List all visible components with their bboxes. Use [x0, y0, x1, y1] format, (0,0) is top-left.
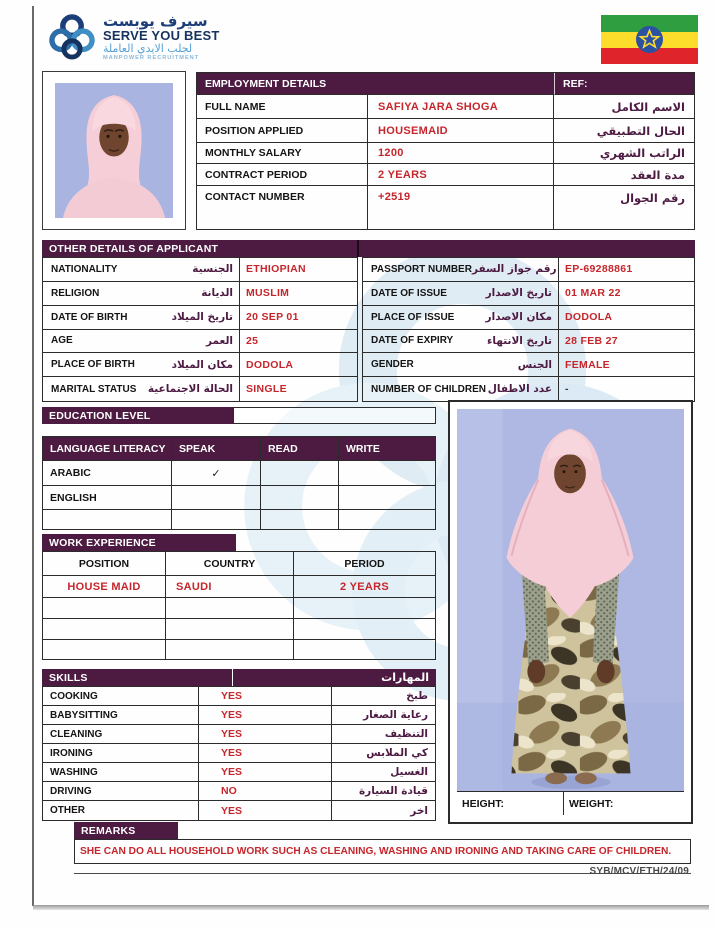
cooking-label: COOKING [43, 687, 199, 706]
date-of-issue-label: DATE OF ISSUE [371, 287, 447, 299]
passport-number-value: EP-69288861 [559, 258, 694, 282]
empty-read-cell [261, 510, 339, 529]
remarks-title: REMARKS [74, 822, 178, 839]
marital-status-value: SINGLE [246, 383, 287, 396]
height-weight-row [457, 791, 684, 815]
date-of-expiry-label-arabic: تاريخ الانتهاء [487, 334, 552, 347]
age-label-arabic: العمر [205, 334, 233, 347]
position-applied-value: HOUSEMAID [368, 119, 554, 143]
empty-language-label [43, 510, 172, 529]
agency-tagline-arabic: لجلب الايدي العاملة [103, 42, 193, 56]
write-column-header: WRITE [339, 437, 435, 461]
age-value: 25 [240, 330, 357, 354]
other-details-right-table [362, 257, 695, 402]
work-period-value: 2 YEARS [294, 576, 435, 598]
cleaning-value: YES [199, 725, 332, 744]
contact-number-label-arabic: رقم الجوال [620, 191, 685, 205]
driving-label-arabic: قيادة السيارة [332, 782, 435, 801]
work-empty-cell [43, 619, 166, 640]
document-reference-code: SYB/MCV/ETH/24/09 [589, 866, 689, 877]
other-skill-value: YES [199, 801, 332, 820]
religion-label-arabic: الديانة [201, 287, 233, 300]
passport-number-label-arabic: رقم جواز السفر [471, 263, 557, 276]
cooking-label-arabic: طبخ [332, 687, 435, 706]
language-literacy-table [42, 436, 436, 530]
religion-label: RELIGION [51, 287, 100, 299]
work-empty-cell [43, 640, 166, 659]
date-of-birth-value: 20 SEP 01 [240, 306, 357, 330]
place-of-birth-label-arabic: مكان الميلاد [171, 358, 233, 371]
skills-table [42, 686, 436, 821]
arabic-write-cell [339, 461, 435, 486]
full-name-value: SAFIYA JARA SHOGA [368, 95, 554, 119]
work-empty-cell [294, 640, 435, 659]
babysitting-label: BABYSITTING [43, 706, 199, 725]
ironing-label-arabic: كي الملابس [332, 744, 435, 763]
nationality-value: ETHIOPIAN [240, 258, 357, 282]
read-column-header: READ [261, 437, 339, 461]
monthly-salary-label-arabic: الراتب الشهري [554, 143, 694, 164]
washing-label-arabic: الغسيل [332, 763, 435, 782]
english-read-cell [261, 486, 339, 510]
driving-value: NO [199, 782, 332, 801]
nationality-label: NATIONALITY [51, 263, 118, 275]
skills-title-arabic: المهارات [233, 669, 436, 686]
number-of-children-label: NUMBER OF CHILDREN [371, 383, 486, 395]
arabic-speak-checkmark: ✓ [172, 461, 261, 486]
ironing-label: IRONING [43, 744, 199, 763]
arabic-language-label: ARABIC [43, 461, 172, 486]
place-of-issue-label-arabic: مكان الاصدار [485, 311, 552, 324]
date-of-expiry-label: DATE OF EXPIRY [371, 335, 454, 347]
marital-status-label: MARITAL STATUS [51, 383, 137, 395]
monthly-salary-label: MONTHLY SALARY [197, 143, 368, 164]
cooking-value: YES [199, 687, 332, 706]
education-level-value [233, 407, 436, 424]
marital-status-label-arabic: الحالة الاجتماعية [147, 383, 233, 396]
work-empty-cell [166, 619, 294, 640]
driving-label: DRIVING [43, 782, 199, 801]
date-of-expiry-value: 28 FEB 27 [559, 330, 694, 354]
work-experience-title: WORK EXPERIENCE [42, 534, 236, 551]
nationality-label-arabic: الجنسية [192, 263, 233, 276]
agency-knot-icon [46, 11, 98, 63]
education-level-title: EDUCATION LEVEL [42, 407, 233, 424]
passport-number-label: PASSPORT NUMBER [371, 263, 472, 275]
position-column-header: POSITION [43, 552, 166, 576]
weight-label: WEIGHT: [569, 797, 614, 810]
work-position-value: HOUSE MAID [43, 576, 166, 598]
arabic-read-cell [261, 461, 339, 486]
passport-photo-image [55, 83, 173, 218]
empty-speak-cell [172, 510, 261, 529]
ethiopia-flag-icon [601, 15, 698, 64]
employment-details-title: EMPLOYMENT DETAILS [197, 73, 554, 95]
english-speak-cell [172, 486, 261, 510]
english-language-label: ENGLISH [43, 486, 172, 510]
empty-write-cell [339, 510, 435, 529]
place-of-issue-label: PLACE OF ISSUE [371, 311, 455, 323]
cleaning-label-arabic: التنظيف [332, 725, 435, 744]
work-empty-cell [294, 598, 435, 619]
monthly-salary-value: 1200 [368, 143, 554, 164]
applicant-passport-photo [42, 71, 186, 230]
babysitting-value: YES [199, 706, 332, 725]
gender-value: FEMALE [559, 353, 694, 377]
applicant-full-body-photo-panel [448, 400, 693, 824]
religion-value: MUSLIM [240, 282, 357, 306]
work-empty-cell [294, 619, 435, 640]
full-body-photo-image [457, 409, 684, 791]
speak-column-header: SPEAK [172, 437, 261, 461]
number-of-children-label-arabic: عدد الاطفال [487, 383, 552, 396]
other-details-title: OTHER DETAILS OF APPLICANT [42, 240, 695, 257]
date-of-birth-label: DATE OF BIRTH [51, 311, 128, 323]
employment-details-table [196, 72, 695, 230]
scan-shadow-bottom [33, 905, 709, 910]
agency-name-arabic: سيرف يوبست [103, 11, 208, 30]
remarks-text: SHE CAN DO ALL HOUSEHOLD WORK SUCH AS CLEANING, WASHING AND IRONING AND TAKING CARE OF CHILDREN. [74, 839, 691, 864]
place-of-birth-label: PLACE OF BIRTH [51, 359, 135, 371]
number-of-children-value: - [565, 383, 569, 396]
period-column-header: PERIOD [294, 552, 435, 576]
scan-edge-left [32, 6, 34, 906]
work-experience-table [42, 551, 436, 660]
babysitting-label-arabic: رعاية الصغار [332, 706, 435, 725]
other-skill-label: OTHER [43, 801, 199, 820]
place-of-birth-value: DODOLA [240, 353, 357, 377]
date-of-issue-label-arabic: تاريخ الاصدار [485, 287, 552, 300]
contact-number-label: CONTACT NUMBER [197, 186, 368, 229]
work-country-value: SAUDI [166, 576, 294, 598]
agency-tagline-english: MANPOWER RECRUITMENT [103, 55, 200, 62]
date-of-issue-value: 01 MAR 22 [559, 282, 694, 306]
english-write-cell [339, 486, 435, 510]
agency-logo [46, 11, 219, 63]
contact-number-value: +2519 [368, 186, 554, 229]
cleaning-label: CLEANING [43, 725, 199, 744]
washing-value: YES [199, 763, 332, 782]
position-applied-label-arabic: الحال التطبيقي [554, 119, 694, 143]
full-name-label-arabic: الاسم الكامل [554, 95, 694, 119]
work-empty-cell [166, 598, 294, 619]
agency-name-english: SERVE YOU BEST [103, 28, 220, 44]
contract-period-label-arabic: مدة العقد [554, 164, 694, 186]
gender-label-arabic: الجنس [517, 358, 552, 371]
age-label: AGE [51, 335, 73, 347]
ref-label: REF: [554, 73, 694, 95]
position-applied-label: POSITION APPLIED [197, 119, 368, 143]
skills-title: SKILLS [42, 669, 232, 686]
place-of-issue-value: DODOLA [559, 306, 694, 330]
contract-period-value: 2 YEARS [368, 164, 554, 186]
work-empty-cell [166, 640, 294, 659]
language-literacy-header: LANGUAGE LITERACY [43, 437, 172, 461]
other-skill-label-arabic: اخر [410, 804, 428, 817]
full-name-label: FULL NAME [197, 95, 368, 119]
work-empty-cell [43, 598, 166, 619]
other-details-bar-divider [357, 240, 359, 257]
height-label: HEIGHT: [457, 792, 564, 815]
washing-label: WASHING [43, 763, 199, 782]
gender-label: GENDER [371, 359, 414, 371]
ironing-value: YES [199, 744, 332, 763]
date-of-birth-label-arabic: تاريخ الميلاد [171, 311, 233, 324]
country-column-header: COUNTRY [166, 552, 294, 576]
contract-period-label: CONTRACT PERIOD [197, 164, 368, 186]
other-details-left-table [42, 257, 358, 402]
